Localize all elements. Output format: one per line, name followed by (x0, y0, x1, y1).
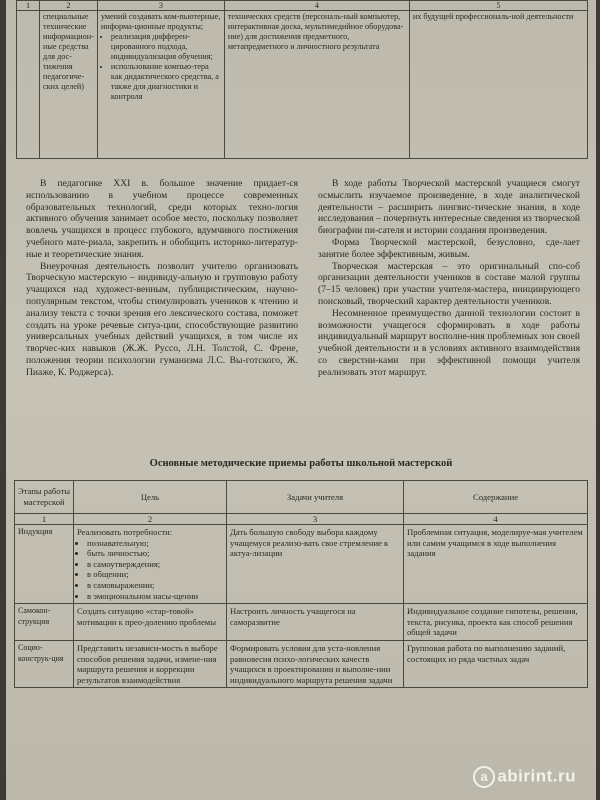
list-item: • в самовыражении; (87, 580, 223, 591)
col-number: 2 (74, 514, 227, 525)
column-header: Этапы работы мастерской (15, 481, 74, 514)
text-column-right (318, 178, 580, 379)
col-number: 3 (97, 1, 224, 11)
col-number: 1 (17, 1, 40, 11)
watermark-logo (473, 766, 576, 788)
methods-table (14, 480, 588, 688)
list-item: • познавательную; (87, 538, 223, 549)
task-cell: Формировать условия для уста-новления равновесия психо-логических качеств учащихся в проектировании и выполне-нии индивидуального маршрута решения задачи (227, 640, 404, 687)
list-item: • в самоутверждения; (87, 559, 223, 570)
paragraph: В педагогике XXI в. большое значение придает-ся использованию в учебном процессе современных образовательных технологий, среди которых техно-логия активного обучения занимает особое место, поскольку позволяет вовлечь учащихся в процесс глубокого, вдумчивого постижения учебного мате-риала, закрепить и обобщить историко-литератур-ные и теоретические знания. (26, 178, 298, 260)
header-row (15, 481, 588, 514)
column-header: Задачи учителя (227, 481, 404, 514)
col-number: 1 (15, 514, 74, 525)
watermark-text: abirint.ru (497, 766, 576, 786)
table-cell: их будущей профессиональ-ной деятельности (409, 11, 587, 159)
paragraph: Внеурочная деятельность позволит учителю организовать Творческую мастерскую – индивиду-альную и групповую работу учащихся над художест-венным, публицистическим, научно-популярным текстом, чтобы стимулировать учеников к чтению и анализу текста с точки зрения его лексического состава, поможет создать на уроке речевые ситуа-ции, способствующие развитию универсальных учебных действий учащихся, в том числе их творчес-ких навыков (Ж.Ж. Руссо, Л.Н. Толстой, С. Френе, положения теории психологии гуманизма Л.С. Вы-готского, Ж. Пиаже, К. Роджерса). (26, 260, 298, 378)
number-row (15, 514, 588, 525)
table-row (15, 640, 588, 687)
goal-cell: Представить независи-мость в выборе способов решения задачи, измене-ния маршрута решения и коррекции результатов взаимодействия (74, 640, 227, 687)
col-number: 3 (227, 514, 404, 525)
paragraph: Несомненное преимущество данной технологии состоит в возможности учащегося сформировать в ходе работы индивидуальный маршрут восполне-ния проблемных зон своей учебной деятельности и в условиях активного взаимодействия со сверстни-ками при эффективной помощи учителя реализовать этот маршрут. (318, 307, 580, 378)
cell-text: умений создавать ком-пьютерные, информа-ционные продукты; (100, 12, 221, 31)
logo-icon: a (473, 766, 495, 788)
goal-cell: Создать ситуацию «стар-товой» мотивации к прео-долению проблемы (74, 604, 227, 641)
column-header: Цель (74, 481, 227, 514)
paragraph: Творческая мастерская – это оригинальный спо-соб организации деятельности учеников в составе малой группы (7–15 человек) при участии учителя-мастера, инициирующего поисковый, творческий характер деятельности учеников. (318, 260, 580, 307)
col-number: 5 (409, 1, 587, 11)
paragraph: В ходе работы Творческой мастерской учащиеся смогут осмыслить изучаемое произведение, в ходе аналитической деятельности – расширить лингвис-тические знания, в ходе исследования – почерпнуть интересные сведения из творческой биографии пи-сателя и истории создания произведения. (318, 178, 580, 237)
list-item: • реализация дифферен-цированного подхода, индивидуализация обучения; (111, 32, 221, 62)
col-number: 4 (404, 514, 588, 525)
column-header: Содержание (404, 481, 588, 514)
col-number: 4 (224, 1, 409, 11)
list-item: • в эмоциональном насы-щении (87, 591, 223, 602)
list-item: • в общении; (87, 569, 223, 580)
paragraph: Форма Творческой мастерской, безусловно, сде-лает занятие более эффективным, живым. (318, 236, 580, 260)
task-cell: Дать большую свободу выбора каждому учащемуся реализо-вать свое стремление к актуа-лизации (227, 525, 404, 604)
book-page (6, 0, 596, 800)
table-title: Основные методические приемы работы школьной мастерской (149, 458, 453, 469)
content-cell: Проблемная ситуация, моделируе-мая учителем или самим учащимся в ходе выполнения задания (404, 525, 588, 604)
content-cell: Индивидуальное создание гипотезы, решения, текста, рисунка, проекта как способ решения общей задачи (404, 604, 588, 641)
top-table (16, 0, 588, 159)
table-cell (97, 11, 224, 159)
stage-cell: Социо-конструк-ция (15, 640, 74, 687)
content-cell: Групповая работа по выполнению заданий, состоящих из ряда частных задач (404, 640, 588, 687)
col-number: 2 (40, 1, 98, 11)
goal-cell (74, 525, 227, 604)
task-cell: Настроить личность учащегося на саморазвитие (227, 604, 404, 641)
top-table-number-row (17, 1, 588, 11)
table-cell: специальные технические информацион-ные средства для дос-тижения педагогиче-ских целей) (40, 11, 98, 159)
table-row (15, 525, 588, 604)
stage-cell: Самокон-струкция (15, 604, 74, 641)
list-item: • быть личностью; (87, 548, 223, 559)
table-cell: технических средств (персональ-ный компьютер, интерактивная доска, мультимедийное оборудова-ние) для достижения предметного, метапредметного и личностного результата (224, 11, 409, 159)
bullet-list (77, 538, 223, 602)
stage-cell: Индукция (15, 525, 74, 604)
top-table-row (17, 11, 588, 159)
bullet-list (101, 32, 221, 102)
goal-intro: Реализовать потребности: (77, 527, 173, 537)
table-row (15, 604, 588, 641)
table-cell-empty (17, 11, 40, 159)
text-column-left (26, 178, 298, 379)
list-item: • использование компью-тера как дидактического средства, а также для диагностики и контроля (111, 62, 221, 102)
